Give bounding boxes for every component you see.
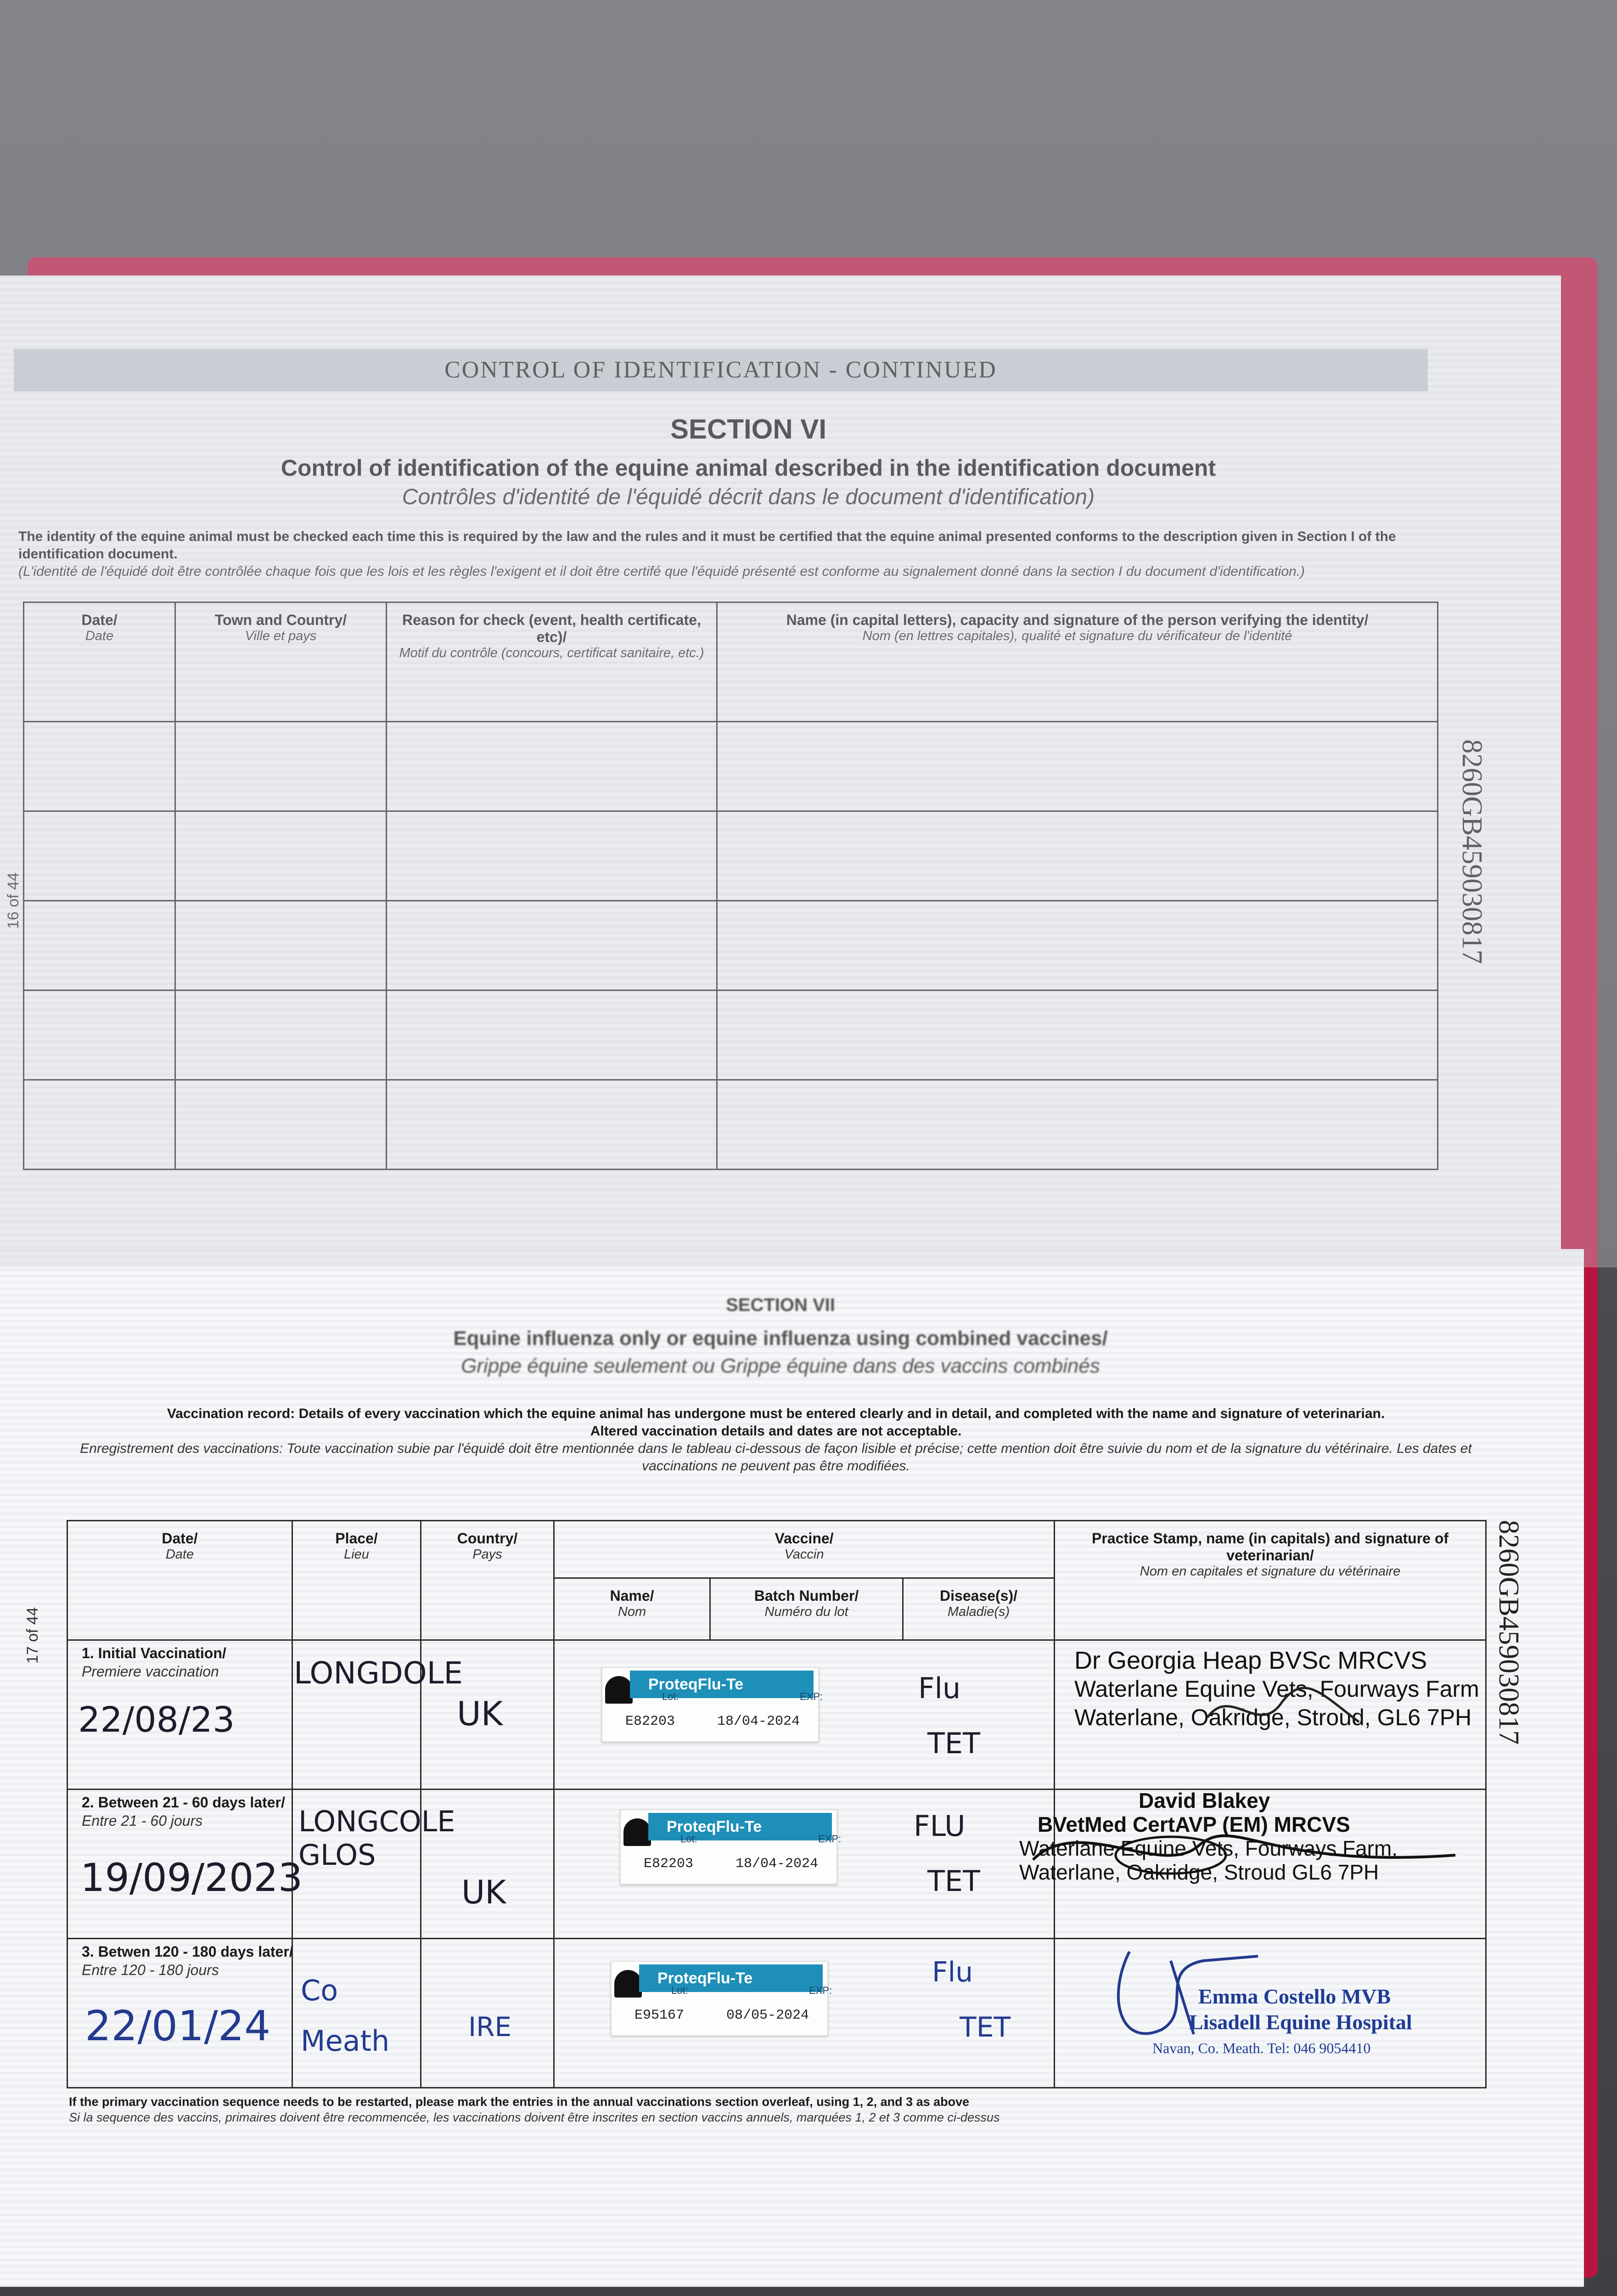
col-date: Date/ Date [24, 602, 175, 722]
table-row [24, 901, 1438, 990]
passport-serial-bottom: 8260GB459030817 [1493, 1520, 1524, 1745]
section-vi-heading-en: Control of identification of the equine animal described in the identification document [281, 455, 1216, 481]
handwritten-country: UK [461, 1874, 506, 1911]
vet-stamp: David Blakey BVetMed CertAVP (EM) MRCVS Waterlane Equine Vets, Fourways Farm, Waterlane, Oakridge, Stroud GL6 7PH [1019, 1789, 1398, 1884]
col-reason: Reason for check (event, health certificate, etc)/ Motif du contrôle (concours, certificat sanitaire, etc.) [387, 602, 717, 722]
table-row [24, 722, 1438, 811]
handwritten-disease: TET [960, 2011, 1011, 2043]
handwritten-disease: TET [927, 1727, 980, 1760]
vet-signature [1024, 1805, 1465, 1896]
table-row [24, 1080, 1438, 1170]
section-vi-heading-fr: Contrôles d'identité de l'équidé décrit dans le document d'identification) [402, 485, 1095, 509]
handwritten-disease: Flu [918, 1671, 961, 1705]
handwritten-country: IRE [468, 2011, 512, 2043]
vet-signature [1203, 1681, 1368, 1740]
section-vii-heading-en: Equine influenza only or equine influenza using combined vaccines/ [453, 1327, 1108, 1350]
vaccine-sticker: ProteqFlu-Te Lot: EXP: E82203 18/04-2024 [601, 1667, 819, 1742]
passport-serial-top: 8260GB459030817 [1456, 739, 1488, 964]
col-practice-stamp: Practice Stamp, name (in capitals) and signature of veterinarian/ Nom en capitales et signature du vétérinaire [1055, 1521, 1486, 1640]
handwritten-country: UK [457, 1694, 503, 1733]
brand-logo-icon [605, 1676, 633, 1704]
col-verifier: Name (in capital letters), capacity and signature of the person verifying the identity/ Nom (en lettres capitales), qualité et signature du vérificateur de l'identité [717, 602, 1438, 722]
page-number-bottom: 17 of 44 [24, 1607, 41, 1664]
handwritten-disease: TET [927, 1864, 980, 1898]
vaccination-footnote: If the primary vaccination sequence needs to be restarted, please mark the entries in the annual vaccinations section overleaf, using 1, 2, and 3 as above Si la sequence des vaccins, primaires doivent être recommencée, les vaccinations doivent être inscrites en section vaccins annuels, marquées 1, 2 et 3 comme ci-dessus [69, 2095, 1000, 2124]
handwritten-date: 22/08/23 [78, 1699, 235, 1740]
brand-logo-icon [623, 1818, 651, 1846]
identification-check-table [23, 602, 1438, 1170]
handwritten-disease: FLU [914, 1809, 966, 1843]
vaccination-intro: Vaccination record: Details of every vaccination which the equine animal has undergone must be entered clearly and in detail, and completed with the name and signature of veterinarian. Altered vaccination details and dates are not acceptable. Enregistrement des vaccinations: Toute vaccination subie par l'équidé doit être mentionnée dans le tableau ci-dessous de façon lisible et précise; cette mention doit être suivie du nom et de la signature du vétérinaire. Les dates et vaccinations ne peuvent pas être modifiées. [80, 1406, 1472, 1474]
row-label: 3. Betwen 120 - 180 days later/ Entre 120 - 180 jours [82, 1943, 293, 1978]
page-number-top: 16 of 44 [5, 872, 22, 929]
section-vii-heading-fr: Grippe équine seulement ou Grippe équine dans des vaccins combinés [461, 1355, 1100, 1377]
col-vaccine: Vaccine/ Vaccin [554, 1521, 1055, 1578]
col-batch-number: Batch Number/ Numéro du lot [710, 1578, 903, 1640]
vaccine-sticker: ProteqFlu-Te Lot: EXP: E95167 08/05-2024 [611, 1961, 828, 2036]
vaccine-sticker: ProteqFlu-Te Lot: EXP: E82203 18/04-2024 [620, 1809, 837, 1885]
table-row [24, 990, 1438, 1080]
vet-stamp: Dr Georgia Heap BVSc MRCVS Waterlane Equine Vets, Fourways Farm Waterlane, Oakridge, Stroud, GL6 7PH [1074, 1647, 1479, 1730]
hospital-stamp: Emma Costello MVB Lisadell Equine Hospital Navan, Co. Meath. Tel: 046 9054410 [1152, 1985, 1412, 2056]
col-town-country: Town and Country/ Ville et pays [175, 602, 387, 722]
row-label: 2. Between 21 - 60 days later/ Entre 21 - 60 jours [82, 1794, 285, 1829]
handwritten-place: LONGDOLE [294, 1655, 463, 1691]
handwritten-place: LONGCOLE GLOS [298, 1805, 455, 1872]
handwritten-date: 19/09/2023 [80, 1855, 303, 1900]
handwritten-disease: Flu [932, 1956, 973, 1988]
handwritten-place: Co Meath [301, 1974, 390, 2058]
row-label: 1. Initial Vaccination/ Premiere vaccination [82, 1645, 226, 1680]
section-vii-title: SECTION VII [726, 1295, 835, 1315]
col-country: Country/ Pays [421, 1521, 554, 1640]
section-vi-title: SECTION VI [670, 414, 827, 445]
section-banner: CONTROL OF IDENTIFICATION - CONTINUED [14, 349, 1428, 391]
section-vi-intro: The identity of the equine animal must be checked each time this is required by the law and the rules and it must be certified that the equine animal presented conforms to the description given in Section I of the identification document. (L'identité de l'équidé doit être contrôlée chaque fois que les lois et les règles l'exigent et il doit être certifé que l'équidé présenté est conforme au signalement donné dans la section I du document d'identification.) [18, 529, 1396, 579]
col-place: Place/ Lieu [292, 1521, 421, 1640]
col-disease: Disease(s)/ Maladie(s) [903, 1578, 1055, 1640]
handwritten-date: 22/01/24 [85, 2002, 271, 2050]
col-vaccine-name: Name/ Nom [554, 1578, 710, 1640]
table-row [24, 811, 1438, 901]
col-date: Date/ Date [67, 1521, 292, 1640]
brand-logo-icon [614, 1970, 642, 1998]
